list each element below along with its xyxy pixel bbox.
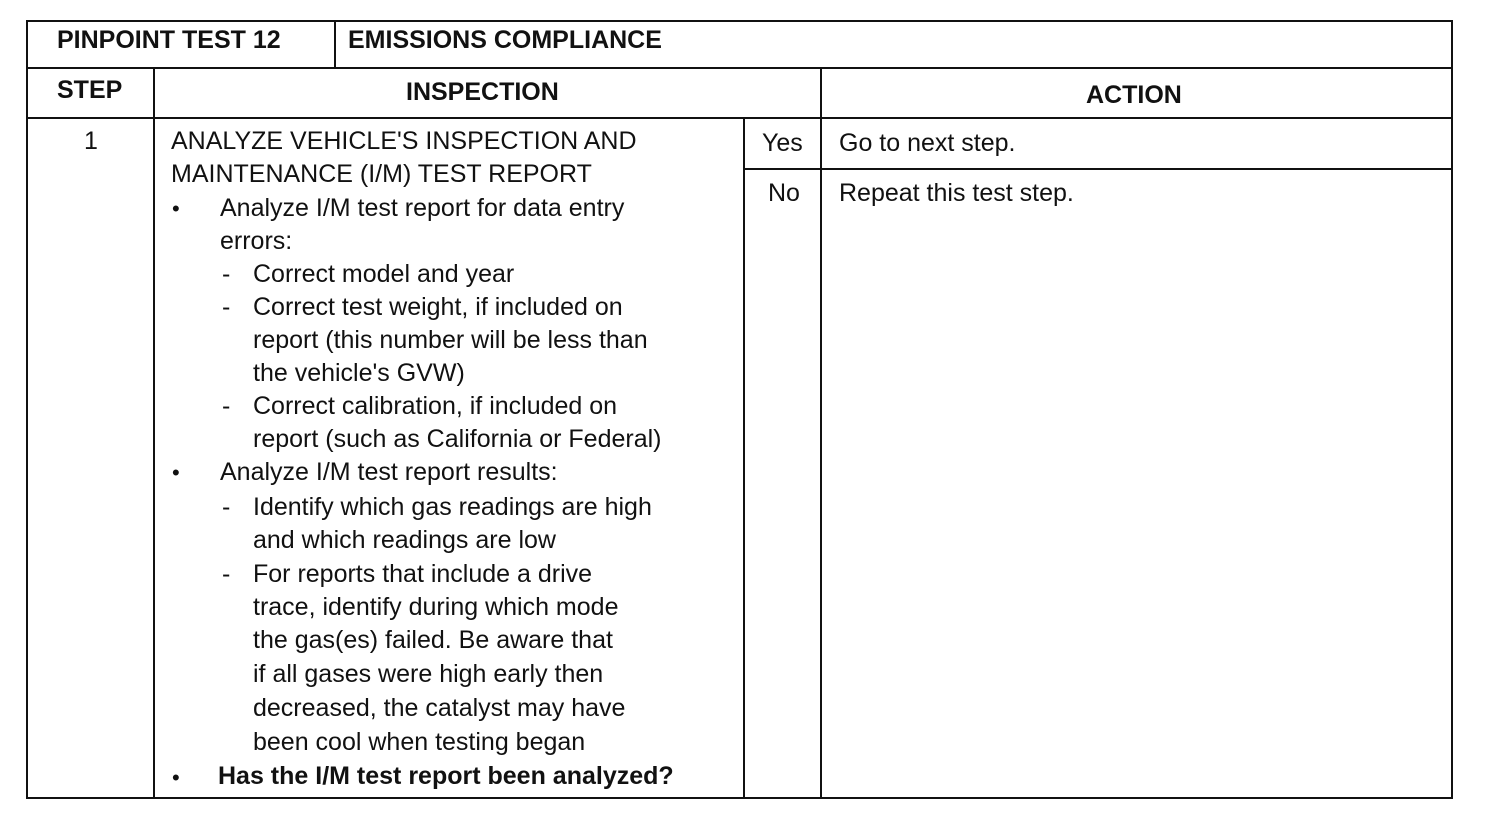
- answer-no-action: Repeat this test step.: [839, 179, 1074, 207]
- subitem-text-continued: trace, identify during which mode: [253, 593, 619, 621]
- inspection-title: ANALYZE VEHICLE'S INSPECTION AND: [171, 127, 637, 155]
- test-title: EMISSIONS COMPLIANCE: [348, 26, 662, 54]
- dash-marker: -: [222, 260, 231, 288]
- subitem-text: Identify which gas readings are high: [253, 493, 652, 521]
- answer-column-divider: [743, 117, 745, 799]
- subitem-text: For reports that include a drive: [253, 560, 593, 588]
- subitem-text: Correct test weight, if included on: [253, 293, 623, 321]
- column-header-divider: [26, 117, 1453, 119]
- subitem-text-continued: the vehicle's GVW): [253, 359, 465, 387]
- answer-yes-label: Yes: [762, 129, 803, 157]
- test-id-divider: [334, 20, 336, 68]
- answer-divider: [744, 168, 1453, 170]
- inspection-title-continued: MAINTENANCE (I/M) TEST REPORT: [171, 160, 592, 188]
- bullet-marker: •: [172, 196, 180, 221]
- bullet-marker: •: [172, 460, 180, 485]
- subitem-text-continued: decreased, the catalyst may have: [253, 694, 626, 722]
- header-divider: [26, 67, 1453, 69]
- dash-marker: -: [222, 293, 231, 321]
- answer-no-label: No: [768, 179, 800, 207]
- step-column-divider: [153, 67, 155, 799]
- subitem-text-continued: been cool when testing began: [253, 728, 586, 756]
- subitem-text: Correct calibration, if included on: [253, 392, 618, 420]
- bullet-text: Analyze I/M test report results:: [220, 458, 558, 486]
- column-header-inspection: INSPECTION: [406, 78, 559, 106]
- column-header-step: STEP: [57, 76, 123, 104]
- step-number: 1: [84, 127, 98, 155]
- dash-marker: -: [222, 493, 231, 521]
- subitem-text-continued: the gas(es) failed. Be aware that: [253, 626, 613, 654]
- answer-yes-action: Go to next step.: [839, 129, 1016, 157]
- subitem-text-continued: and which readings are low: [253, 526, 556, 554]
- subitem-text-continued: report (such as California or Federal): [253, 425, 662, 453]
- inspection-question: Has the I/M test report been analyzed?: [218, 762, 674, 790]
- bullet-text-continued: errors:: [220, 227, 293, 255]
- test-id: PINPOINT TEST 12: [57, 26, 281, 54]
- dash-marker: -: [222, 392, 231, 420]
- subitem-text-continued: report (this number will be less than: [253, 326, 648, 354]
- bullet-marker: •: [172, 765, 180, 790]
- subitem-text: Correct model and year: [253, 260, 515, 288]
- bullet-text: Analyze I/M test report for data entry: [220, 194, 625, 222]
- column-header-action: ACTION: [1086, 81, 1182, 109]
- dash-marker: -: [222, 560, 231, 588]
- subitem-text-continued: if all gases were high early then: [253, 660, 604, 688]
- action-column-divider: [820, 67, 822, 799]
